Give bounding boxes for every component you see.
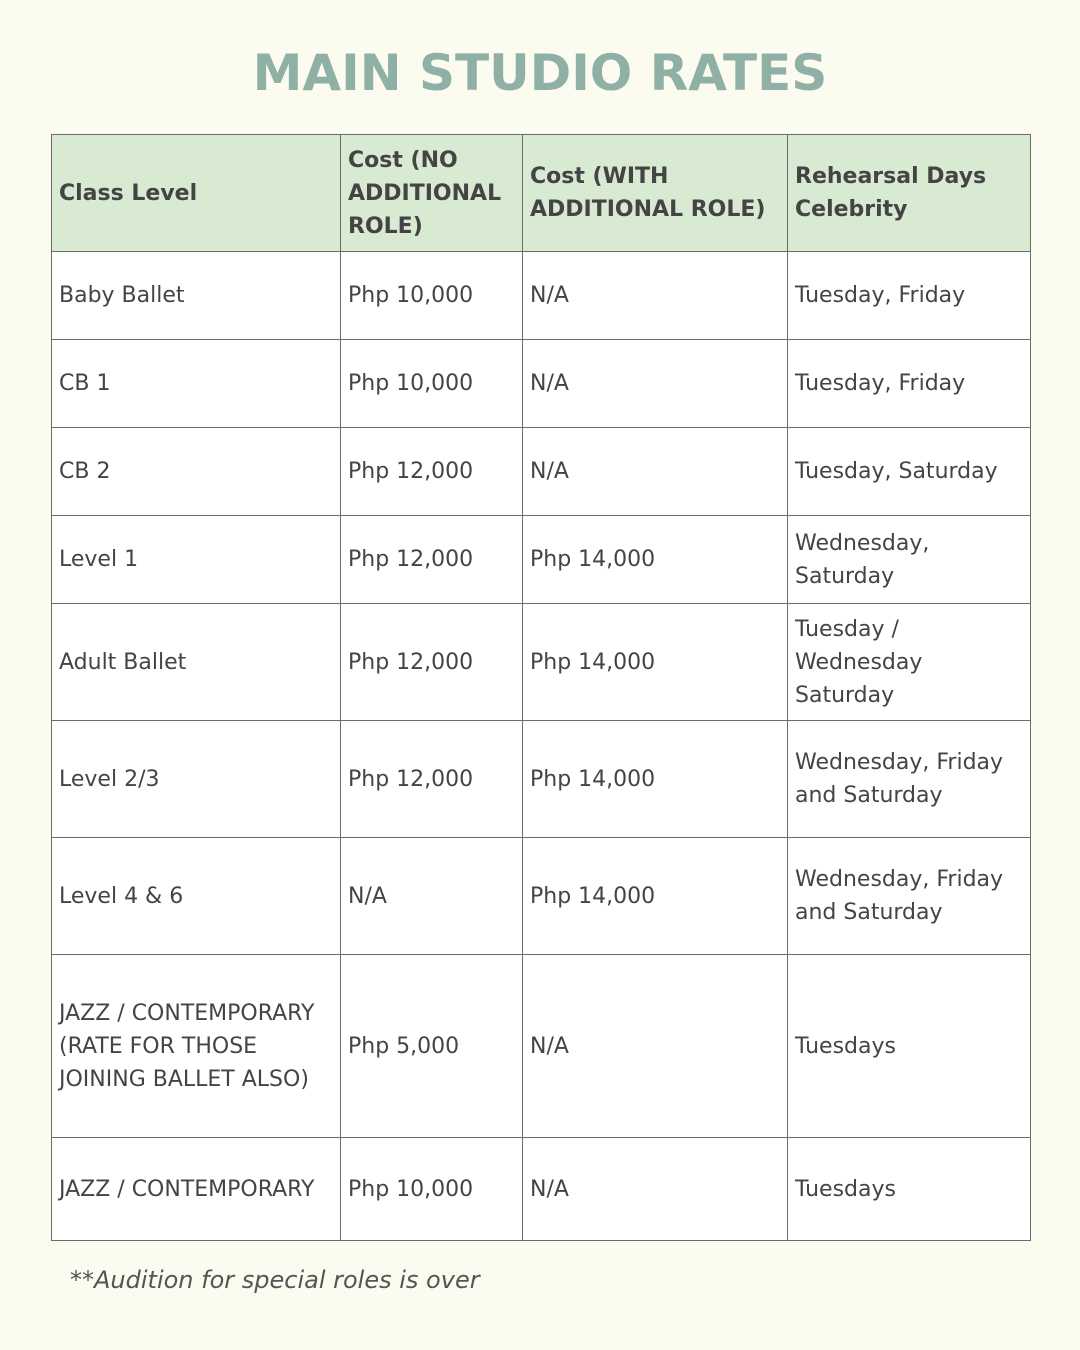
table-row — [52, 340, 1031, 428]
cell-cost-with-role: Php 14,000 — [523, 604, 788, 721]
cell-rehearsal-days: Tuesday, Friday — [788, 252, 1031, 340]
cell-rehearsal-days: Wednesday, Friday and Saturday — [788, 721, 1031, 838]
cell-class-level: JAZZ / CONTEMPORARY (RATE FOR THOSE JOINING BALLET ALSO) — [52, 955, 341, 1138]
cell-rehearsal-days: Tuesday, Friday — [788, 340, 1031, 428]
cell-cost-with-role: N/A — [523, 252, 788, 340]
table-row — [52, 252, 1031, 340]
cell-class-level: Adult Ballet — [52, 604, 341, 721]
rates-table — [51, 134, 1031, 1241]
table-row — [52, 428, 1031, 516]
cell-class-level: Level 4 & 6 — [52, 838, 341, 955]
cell-cost-no-role: Php 10,000 — [341, 252, 523, 340]
header-rehearsal-days: Rehearsal Days Celebrity — [788, 135, 1031, 252]
table-row — [52, 838, 1031, 955]
cell-cost-no-role: Php 12,000 — [341, 604, 523, 721]
cell-cost-with-role: N/A — [523, 428, 788, 516]
cell-cost-no-role: Php 12,000 — [341, 721, 523, 838]
cell-cost-with-role: Php 14,000 — [523, 838, 788, 955]
cell-cost-with-role: Php 14,000 — [523, 721, 788, 838]
table-row — [52, 516, 1031, 604]
cell-rehearsal-days: Tuesdays — [788, 955, 1031, 1138]
cell-rehearsal-days: Wednesday, Saturday — [788, 516, 1031, 604]
table-row — [52, 955, 1031, 1138]
header-cost-no-role: Cost (NO ADDITIONAL ROLE) — [341, 135, 523, 252]
cell-cost-no-role: Php 10,000 — [341, 340, 523, 428]
cell-class-level: Level 1 — [52, 516, 341, 604]
cell-cost-with-role: N/A — [523, 955, 788, 1138]
cell-cost-no-role: Php 12,000 — [341, 428, 523, 516]
page-title: MAIN STUDIO RATES — [252, 44, 828, 102]
table-row — [52, 1138, 1031, 1241]
cell-class-level: Level 2/3 — [52, 721, 341, 838]
cell-rehearsal-days: Wednesday, Friday and Saturday — [788, 838, 1031, 955]
table-row — [52, 604, 1031, 721]
cell-cost-with-role: Php 14,000 — [523, 516, 788, 604]
table-row — [52, 721, 1031, 838]
header-class-level: Class Level — [52, 135, 341, 252]
cell-class-level: JAZZ / CONTEMPORARY — [52, 1138, 341, 1241]
cell-cost-with-role: N/A — [523, 1138, 788, 1241]
cell-rehearsal-days: Tuesdays — [788, 1138, 1031, 1241]
cell-cost-no-role: Php 5,000 — [341, 955, 523, 1138]
footnote: **Audition for special roles is over — [70, 1266, 480, 1294]
cell-rehearsal-days: Tuesday, Saturday — [788, 428, 1031, 516]
cell-class-level: CB 1 — [52, 340, 341, 428]
cell-cost-with-role: N/A — [523, 340, 788, 428]
header-row — [52, 135, 1031, 252]
cell-cost-no-role: Php 12,000 — [341, 516, 523, 604]
cell-rehearsal-days: Tuesday / Wednesday Saturday — [788, 604, 1031, 721]
cell-class-level: Baby Ballet — [52, 252, 341, 340]
cell-cost-no-role: N/A — [341, 838, 523, 955]
header-cost-with-role: Cost (WITH ADDITIONAL ROLE) — [523, 135, 788, 252]
cell-cost-no-role: Php 10,000 — [341, 1138, 523, 1241]
cell-class-level: CB 2 — [52, 428, 341, 516]
